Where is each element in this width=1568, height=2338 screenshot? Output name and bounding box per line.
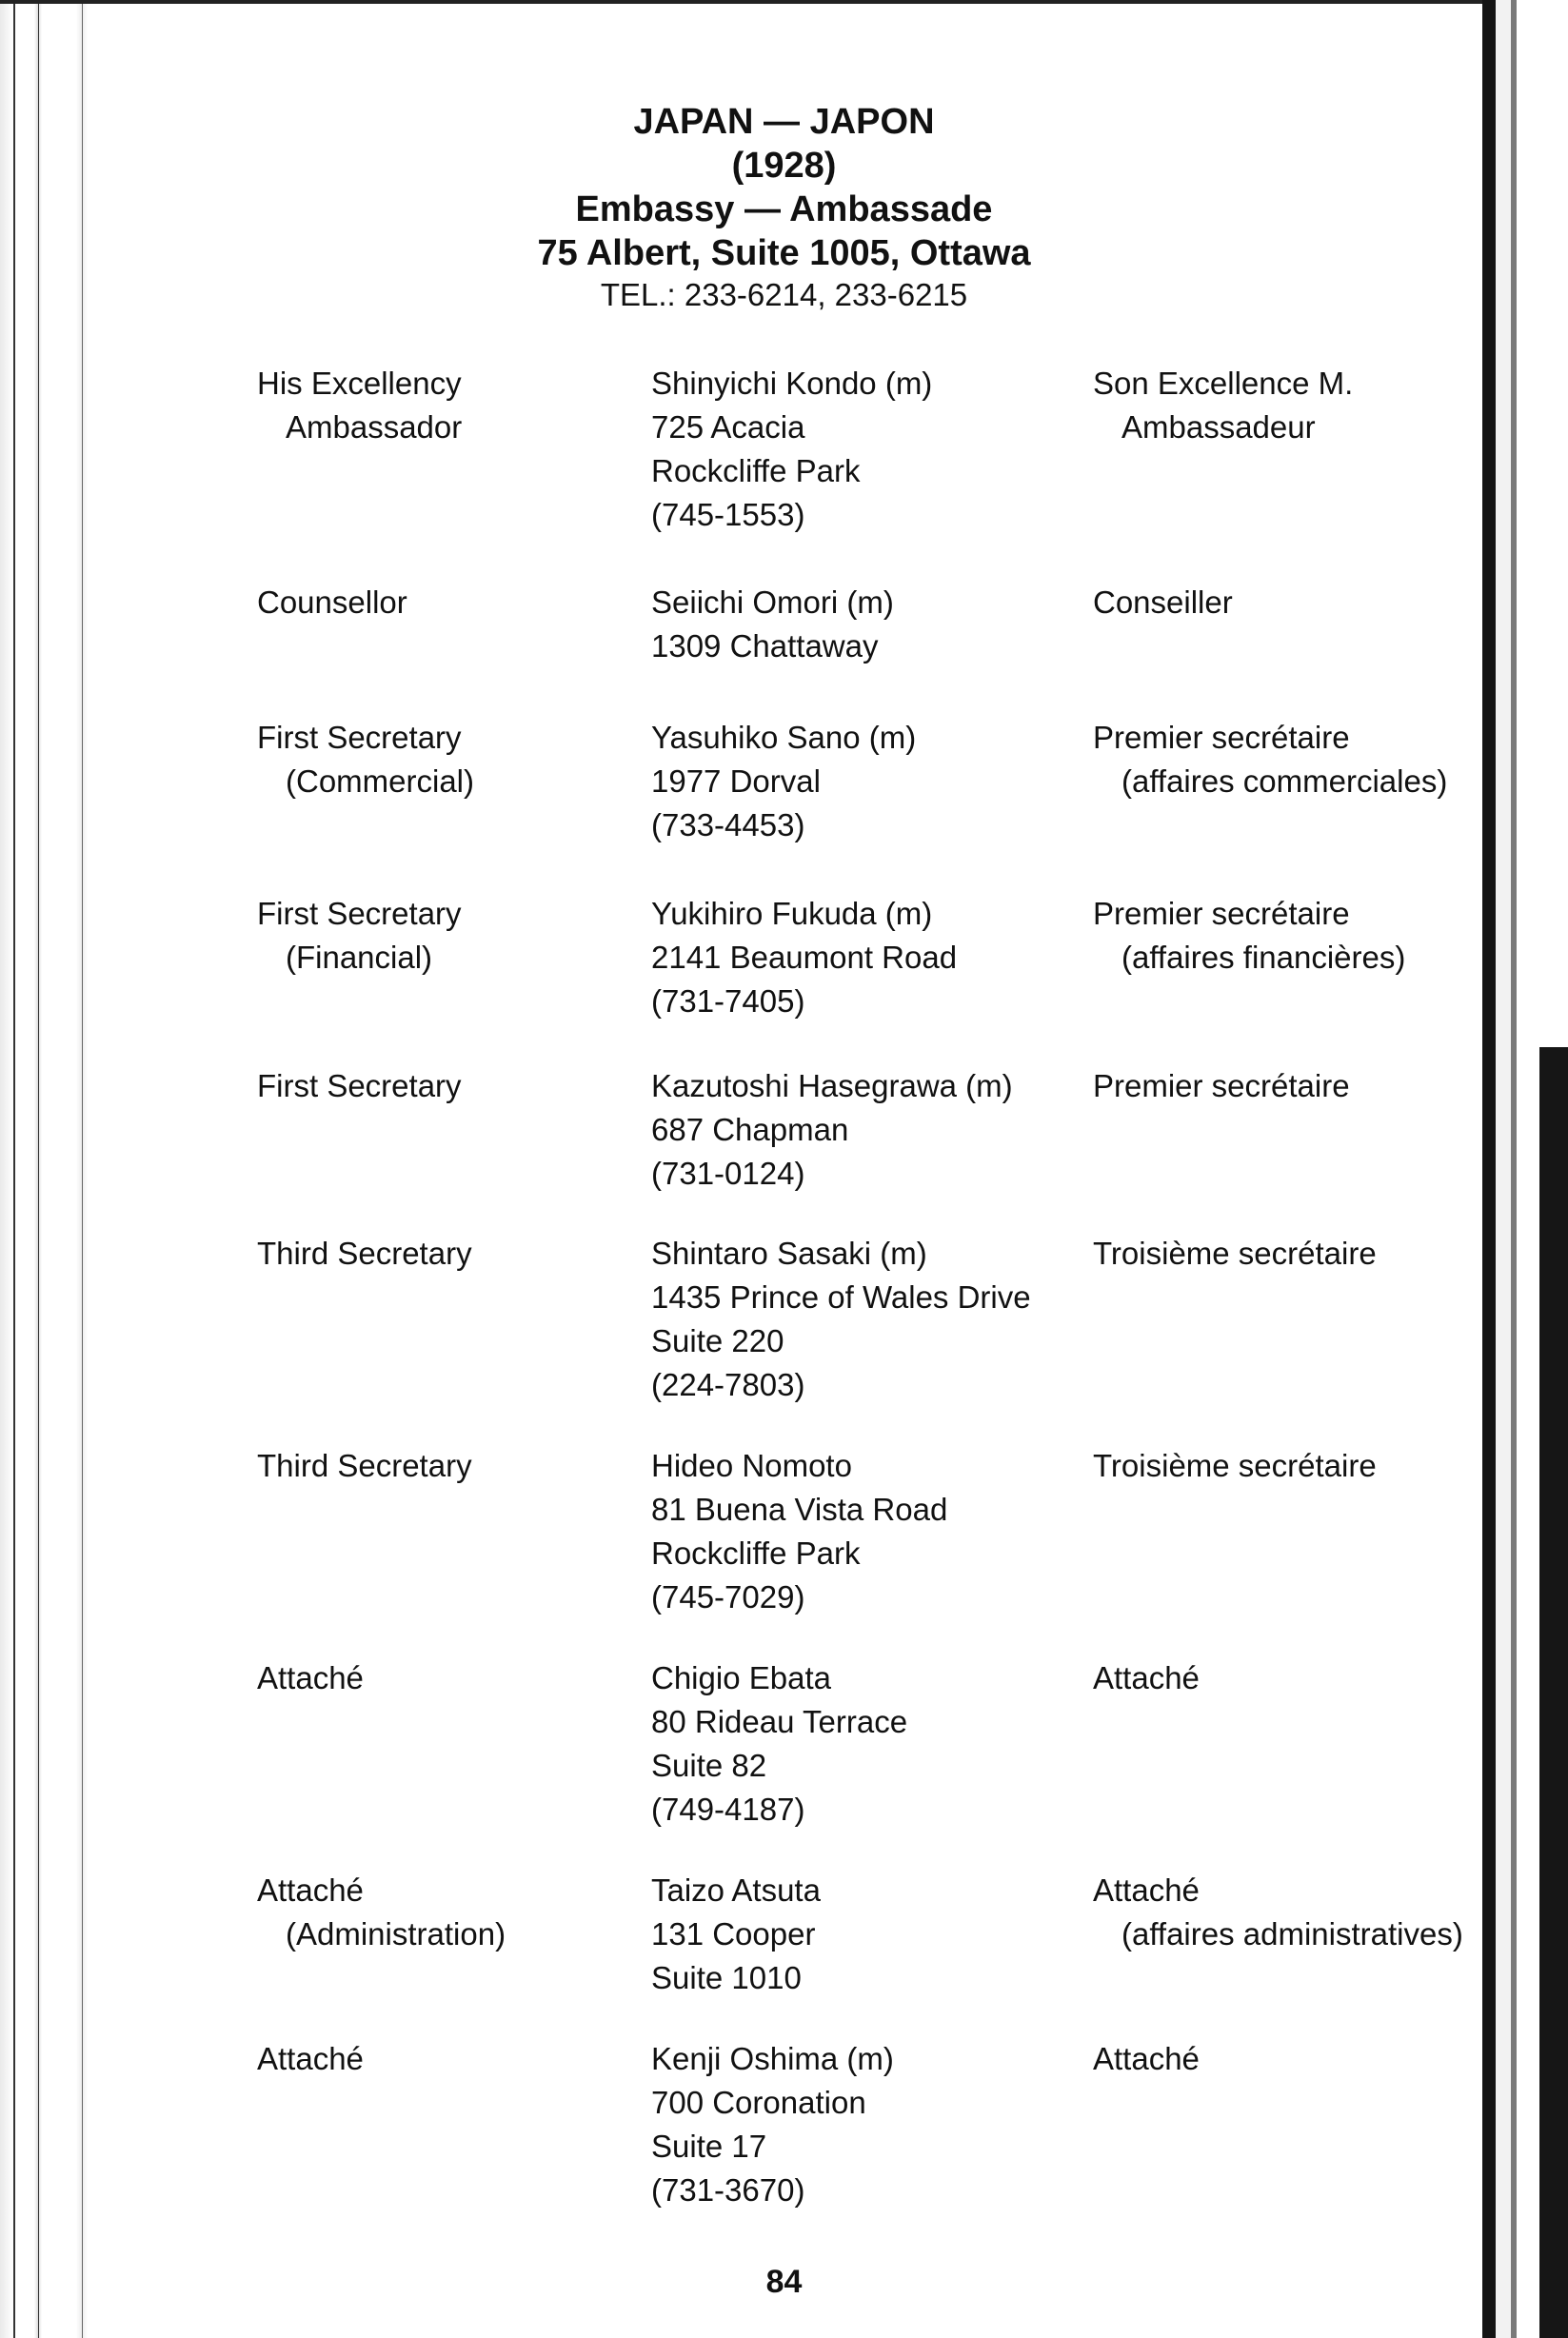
english-title — [257, 1656, 619, 1700]
french-title — [1093, 581, 1474, 624]
title-line: (affaires administratives) — [1121, 1916, 1463, 1952]
title-line: Premier secrétaire — [1093, 720, 1350, 755]
person-name: Seiichi Omori (m) — [651, 584, 894, 620]
person-name: Taizo Atsuta — [651, 1872, 821, 1908]
title-line: First Secretary — [257, 896, 462, 931]
person-name: Yasuhiko Sano (m) — [651, 720, 917, 755]
year: (1928) — [731, 146, 837, 186]
address-line: 80 Rideau Terrace — [651, 1704, 908, 1739]
english-title — [257, 581, 619, 624]
scan-line — [38, 0, 39, 2338]
person-name: Chigio Ebata — [651, 1660, 831, 1695]
person-details — [651, 716, 1070, 847]
title-line: (Financial) — [286, 940, 433, 975]
title-line: His Excellency — [257, 366, 462, 401]
english-title — [257, 1444, 619, 1488]
address-line: 1309 Chattaway — [651, 628, 879, 664]
address-line: 81 Buena Vista Road — [651, 1492, 948, 1527]
phone-number: (731-0124) — [651, 1156, 805, 1191]
address-line: 131 Cooper — [651, 1916, 816, 1952]
french-title — [1093, 1869, 1474, 1956]
french-title — [1093, 1232, 1474, 1276]
person-details — [651, 1064, 1070, 1196]
title-line: (affaires commerciales) — [1121, 763, 1448, 799]
scan-right-edge — [1482, 0, 1568, 2338]
person-details — [651, 581, 1070, 668]
scan-left-edge — [0, 0, 105, 2338]
title-line: Third Secretary — [257, 1448, 472, 1483]
phone-number: (224-7803) — [651, 1367, 805, 1402]
phone-number: (749-4187) — [651, 1792, 805, 1827]
english-title — [257, 716, 619, 803]
person-name: Yukihiro Fukuda (m) — [651, 896, 933, 931]
person-name: Kazutoshi Hasegrawa (m) — [651, 1068, 1013, 1103]
french-title — [1093, 1064, 1474, 1108]
scan-bar — [1511, 0, 1517, 2338]
phone-number: (745-1553) — [651, 497, 805, 532]
french-title — [1093, 2037, 1474, 2081]
page-header — [0, 100, 1568, 315]
address-line: 700 Coronation — [651, 2085, 866, 2120]
scan-bar — [1482, 0, 1496, 2338]
person-name: Hideo Nomoto — [651, 1448, 852, 1483]
english-title — [257, 362, 619, 449]
english-title — [257, 1064, 619, 1108]
english-title — [257, 2037, 619, 2081]
english-title — [257, 1232, 619, 1276]
person-details — [651, 1232, 1070, 1407]
person-details — [651, 1444, 1070, 1619]
title-line: Troisième secrétaire — [1093, 1448, 1377, 1483]
title-line: Premier secrétaire — [1093, 1068, 1350, 1103]
address-line: 1435 Prince of Wales Drive — [651, 1279, 1031, 1315]
scan-bar — [1539, 1047, 1568, 2338]
page-number: 84 — [765, 2264, 803, 2300]
scan-bar — [1496, 0, 1511, 2338]
title-line: Troisième secrétaire — [1093, 1236, 1377, 1271]
address-line: Suite 220 — [651, 1323, 784, 1358]
address-line: Rockcliffe Park — [651, 1536, 861, 1571]
french-title — [1093, 1656, 1474, 1700]
french-title — [1093, 892, 1474, 980]
title-line: (affaires financières) — [1121, 940, 1406, 975]
phone-number: (731-3670) — [651, 2172, 805, 2208]
title-line: Counsellor — [257, 584, 407, 620]
title-line: (Commercial) — [286, 763, 474, 799]
office-address: 75 Albert, Suite 1005, Ottawa — [537, 233, 1031, 273]
title-line: Attaché — [1093, 2041, 1200, 2076]
office-title: Embassy — Ambassade — [575, 189, 993, 229]
title-line: Attaché — [1093, 1872, 1200, 1908]
address-line: 687 Chapman — [651, 1112, 849, 1147]
person-details — [651, 1869, 1070, 2000]
title-line: Third Secretary — [257, 1236, 472, 1271]
scan-line — [13, 0, 15, 2338]
title-line: (Administration) — [286, 1916, 506, 1952]
person-details — [651, 2037, 1070, 2212]
phone-number: (745-7029) — [651, 1579, 805, 1615]
title-line: Premier secrétaire — [1093, 896, 1350, 931]
title-line: Ambassadeur — [1121, 409, 1316, 445]
address-line: 725 Acacia — [651, 409, 805, 445]
title-line: First Secretary — [257, 1068, 462, 1103]
title-line: Attaché — [257, 2041, 364, 2076]
address-line: Suite 82 — [651, 1748, 767, 1783]
scan-top-edge — [0, 0, 1523, 4]
person-details — [651, 362, 1070, 537]
french-title — [1093, 1444, 1474, 1488]
french-title — [1093, 716, 1474, 803]
phone-number: (733-4453) — [651, 807, 805, 842]
person-details — [651, 892, 1070, 1023]
address-line: Rockcliffe Park — [651, 453, 861, 488]
address-line: Suite 17 — [651, 2129, 767, 2164]
english-title — [257, 1869, 619, 1956]
title-line: Attaché — [257, 1660, 364, 1695]
title-line: Attaché — [257, 1872, 364, 1908]
english-title — [257, 892, 619, 980]
title-line: Ambassador — [286, 409, 463, 445]
address-line: Suite 1010 — [651, 1960, 802, 1995]
person-name: Shintaro Sasaki (m) — [651, 1236, 927, 1271]
title-line: First Secretary — [257, 720, 462, 755]
french-title — [1093, 362, 1474, 449]
title-line: Attaché — [1093, 1660, 1200, 1695]
address-line: 2141 Beaumont Road — [651, 940, 958, 975]
title-line: Conseiller — [1093, 584, 1233, 620]
phone-number: (731-7405) — [651, 983, 805, 1019]
person-name: Kenji Oshima (m) — [651, 2041, 894, 2076]
office-telephone: TEL.: 233-6214, 233-6215 — [600, 277, 968, 312]
scan-line — [82, 0, 83, 2338]
address-line: 1977 Dorval — [651, 763, 821, 799]
person-details — [651, 1656, 1070, 1832]
title-line: Son Excellence M. — [1093, 366, 1354, 401]
person-name: Shinyichi Kondo (m) — [651, 366, 933, 401]
country-title: JAPAN — JAPON — [633, 102, 935, 142]
